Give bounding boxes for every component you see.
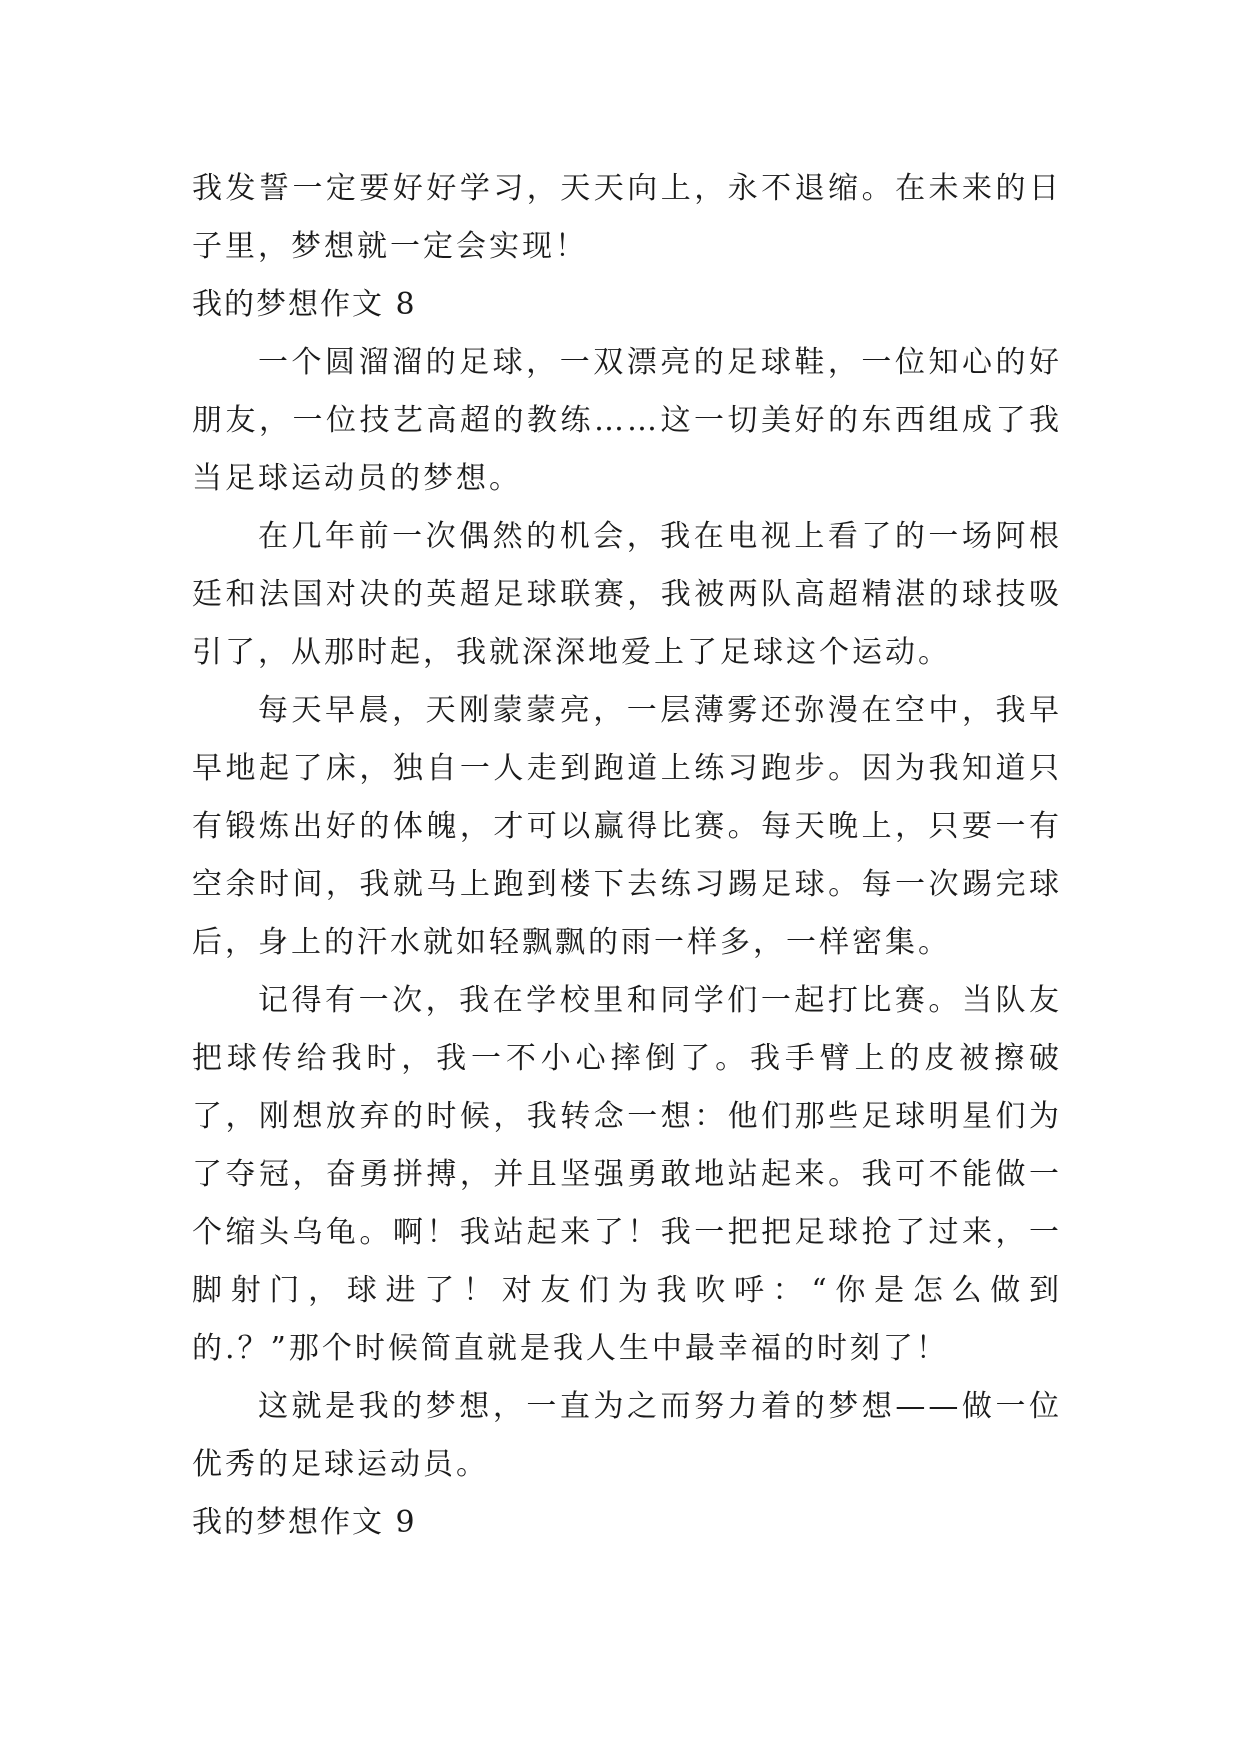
paragraph-school-match: 记得有一次，我在学校里和同学们一起打比赛。当队友把球传给我时，我一不小心摔倒了。我手臂上的皮被擦破了，刚想放弃的时候，我转念一想：他们那些足球明星们为了夺冠，奋勇拼搏，并且坚强勇敢地站起来。我可不能做一个缩头乌龟。啊！我站起来了！我一把把足球抢了过来，一脚射门，球进了！对友们为我吹呼：“你是怎么做到的.？”那个时候简直就是我人生中最幸福的时刻了！ (192, 983, 1062, 1366)
paragraph-conclusion: 这就是我的梦想，一直为之而努力着的梦想——做一位优秀的足球运动员。 (192, 1389, 1062, 1482)
document-body (192, 160, 1062, 1552)
paragraph-football-dream-intro: 一个圆溜溜的足球，一双漂亮的足球鞋，一位知心的好朋友，一位技艺高超的教练……这一切美好的东西组成了我当足球运动员的梦想。 (192, 345, 1062, 496)
paragraph-closing-previous: 我发誓一定要好好学习，天天向上，永不退缩。在未来的日子里，梦想就一定会实现！ (192, 171, 1062, 264)
essay-heading-8: 我的梦想作文 8 (192, 287, 417, 322)
paragraph-first-match: 在几年前一次偶然的机会，我在电视上看了的一场阿根廷和法国对决的英超足球联赛，我被两队高超精湛的球技吸引了，从那时起，我就深深地爱上了足球这个运动。 (192, 519, 1062, 670)
paragraph-daily-training: 每天早晨，天刚蒙蒙亮，一层薄雾还弥漫在空中，我早早地起了床，独自一人走到跑道上练习跑步。因为我知道只有锻炼出好的体魄，才可以赢得比赛。每天晚上，只要一有空余时间，我就马上跑到楼下去练习踢足球。每一次踢完球后，身上的汗水就如轻飘飘的雨一样多，一样密集。 (192, 693, 1062, 960)
essay-heading-9: 我的梦想作文 9 (192, 1505, 417, 1540)
